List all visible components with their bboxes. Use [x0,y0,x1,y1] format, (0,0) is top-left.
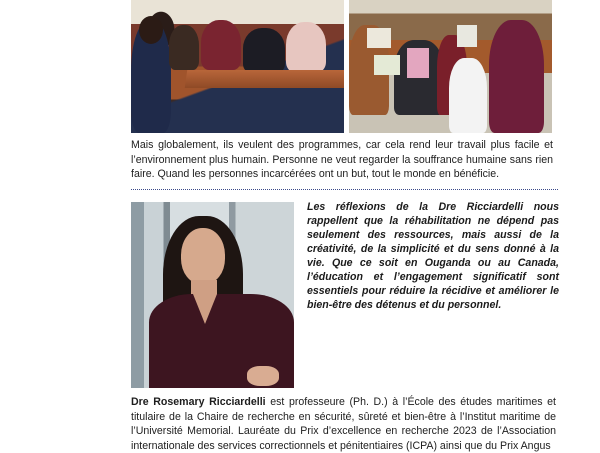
certificate-celebration-photo [349,0,552,133]
bio-name: Dre Rosemary Ricciardelli [131,396,266,408]
person-figure [286,22,326,72]
person-figure [169,25,199,70]
person-figure [407,48,429,78]
person-figure [374,55,400,75]
bio-text: est professeure (Ph. D.) à l’École des études maritimes et titulaire de la Chaire de recherche en sécurité, sûreté et bien-être à l’Institut maritime de l’Université Memorial. Lauréate du Prix d’excellence en recherche 2023 de l’Association internationale des services correctionnels et pénitentiaires (ICPA) ainsi que du Prix Angus [131,396,556,452]
classroom-photo [131,0,344,133]
body-paragraph: Mais globalement, ils veulent des programmes, car cela rend leur travail plus facile et l’environnement plus humain. Personne ne veut regarder la souffrance humaine sans rien faire. Quand les personnes incarcérées ont un but, tout le monde en bénéficie. [131,139,553,181]
person-figure [489,20,544,133]
author-bio [131,395,556,453]
person-figure [449,58,487,133]
portrait-photo [131,202,294,388]
dotted-divider [131,189,558,190]
table [185,70,344,88]
person-figure [367,28,391,48]
person-figure [139,16,163,44]
person-figure [243,28,285,73]
neckline [193,294,217,324]
face [181,228,225,284]
pull-quote: Les réflexions de la Dre Ricciardelli nous rappellent que la réhabilitation ne dépend pas seulement des ressources, mais aussi de la créativité, de la simplicité et du sens donné à la vie. Que ce soit en Ouganda ou au Canada, l’éducation et l’engagement significatif sont essentiels pour réduire la récidive et améliorer le bien-être des détenus et du personnel. [307,201,559,311]
person-figure [201,20,241,70]
person-figure [457,25,477,47]
hand [247,366,279,386]
